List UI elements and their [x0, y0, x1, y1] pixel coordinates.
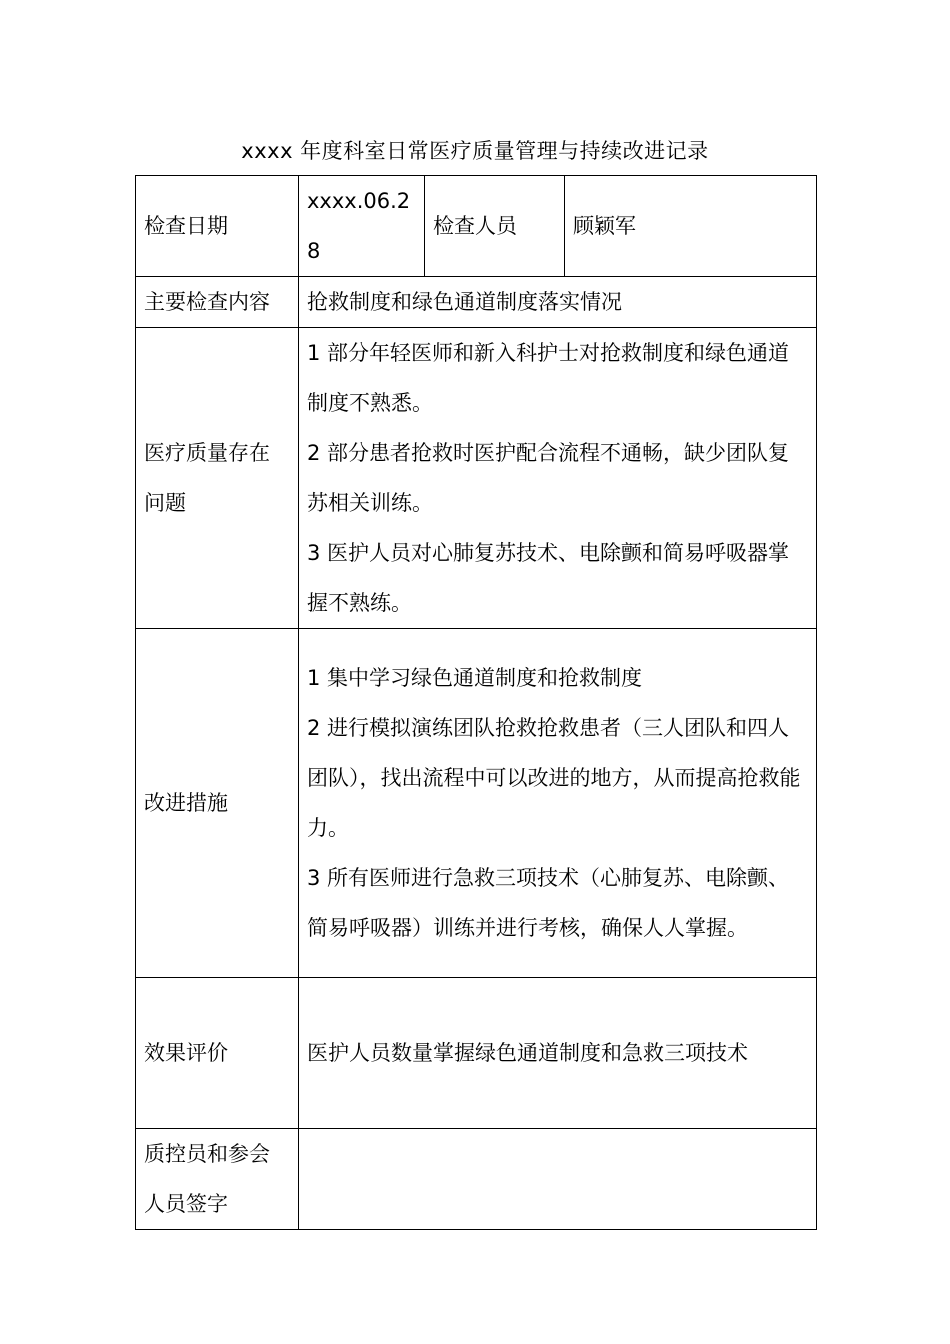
inspector-value: 顾颖军	[565, 176, 817, 277]
signature-label: 质控员和参会人员签字	[136, 1129, 299, 1230]
measure-item: 2 进行模拟演练团队抢救抢救患者（三人团队和四人团队），找出流程中可以改进的地方，从而提高抢救能力。	[307, 716, 801, 840]
quality-record-table	[135, 175, 817, 1230]
signature-field[interactable]	[299, 1129, 817, 1230]
measure-item: 3 所有医师进行急救三项技术（心肺复苏、电除颤、简易呼吸器）训练并进行考核，确保人人掌握。	[307, 866, 790, 940]
content-label: 主要检查内容	[136, 277, 299, 328]
measure-item: 1 集中学习绿色通道制度和抢救制度	[307, 666, 643, 690]
check-date-label: 检查日期	[136, 176, 299, 277]
row-check-date	[136, 176, 817, 277]
effect-value: 医护人员数量掌握绿色通道制度和急救三项技术	[299, 978, 817, 1129]
check-date-value: xxxx.06.28	[299, 176, 425, 277]
row-signature	[136, 1129, 817, 1230]
row-main-content	[136, 277, 817, 328]
problems-label: 医疗质量存在问题	[136, 328, 299, 629]
problems-cell	[299, 328, 817, 629]
problem-item: 1 部分年轻医师和新入科护士对抢救制度和绿色通道制度不熟悉。	[307, 341, 790, 415]
inspector-label: 检查人员	[425, 176, 565, 277]
row-problems	[136, 328, 817, 629]
measures-label: 改进措施	[136, 629, 299, 978]
document-title: xxxx 年度科室日常医疗质量管理与持续改进记录	[241, 139, 709, 163]
content-value: 抢救制度和绿色通道制度落实情况	[299, 277, 817, 328]
problem-item: 3 医护人员对心肺复苏技术、电除颤和简易呼吸器掌握不熟练。	[307, 541, 790, 615]
row-measures	[136, 629, 817, 978]
measures-cell	[299, 629, 817, 978]
row-effect	[136, 978, 817, 1129]
effect-label: 效果评价	[136, 978, 299, 1129]
problem-item: 2 部分患者抢救时医护配合流程不通畅，缺少团队复苏相关训练。	[307, 441, 790, 515]
